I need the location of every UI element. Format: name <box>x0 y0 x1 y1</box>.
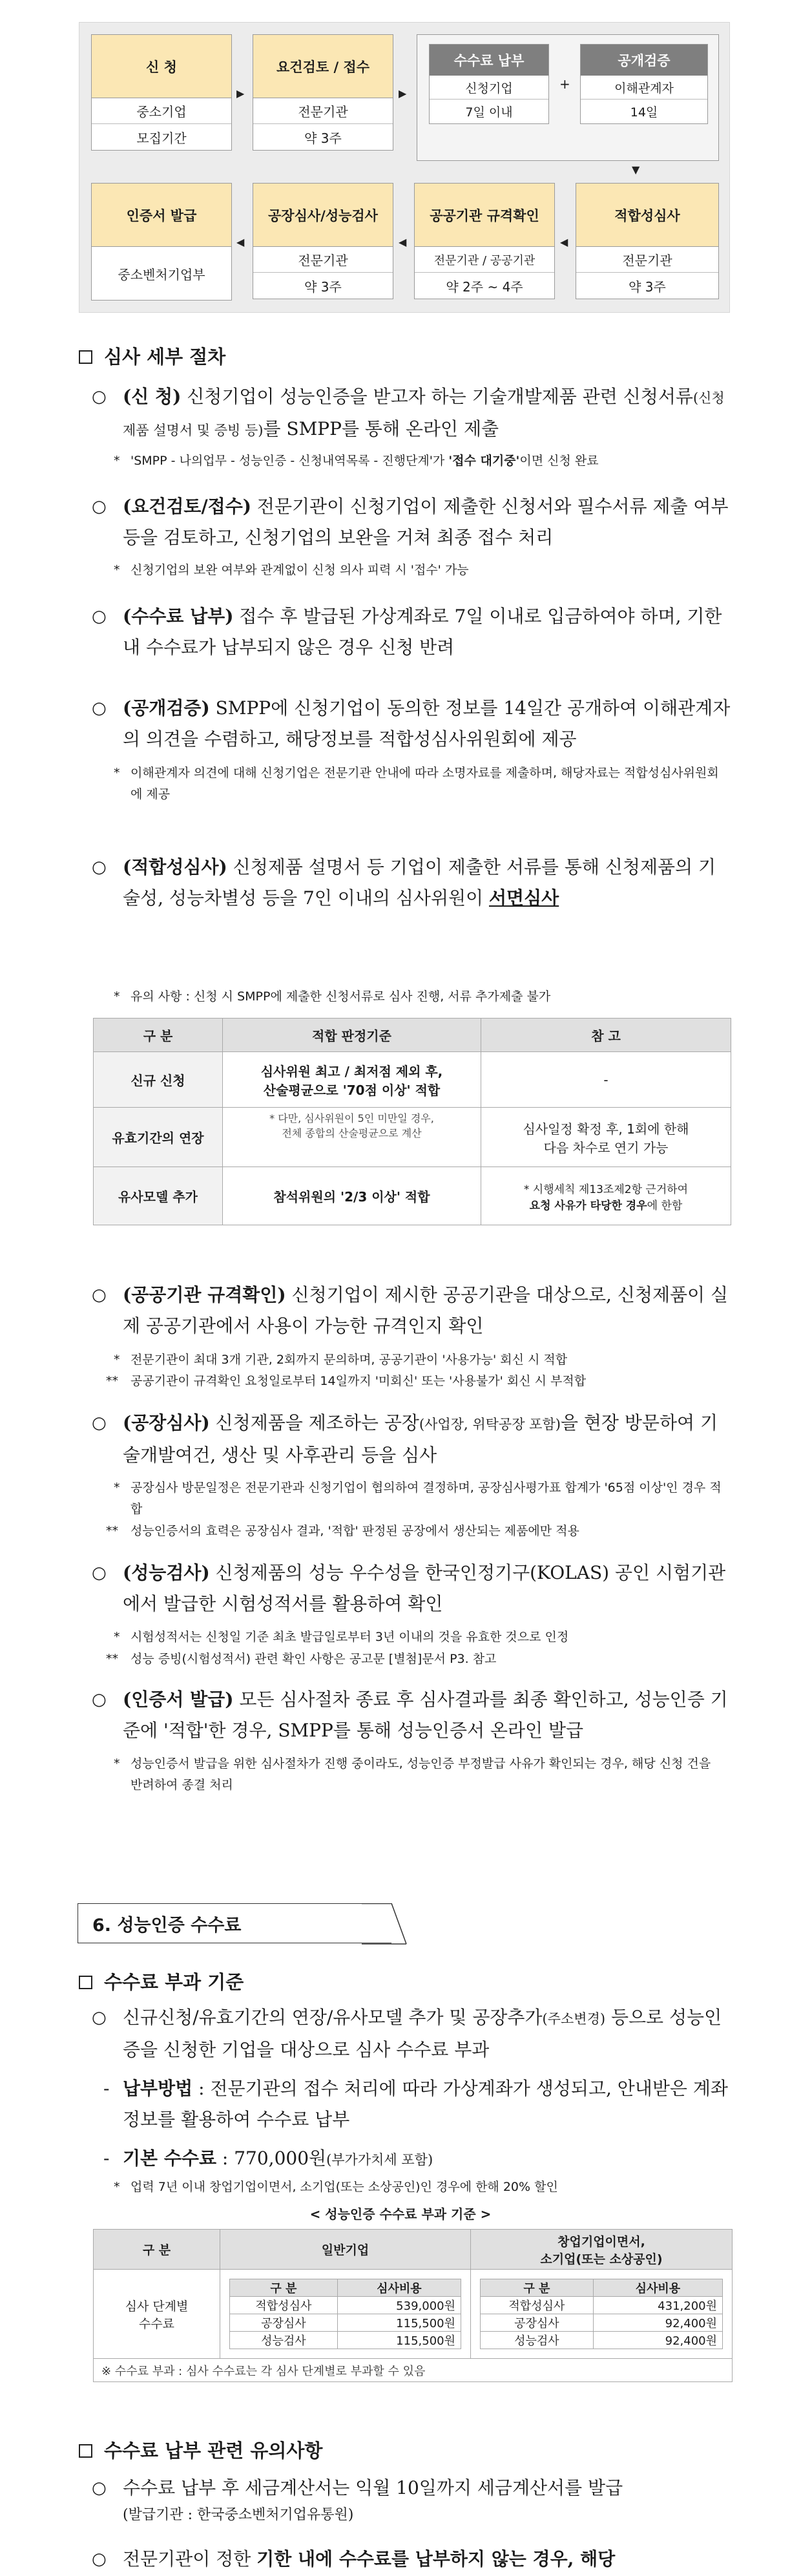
circle-bullet-icon: ○ <box>92 1563 107 1583</box>
cell-line: 심사위원 최고 / 최저점 제외 후, <box>260 1063 443 1079</box>
circle-bullet-icon: ○ <box>92 1690 107 1709</box>
note-bold: '접수 대기중' <box>448 454 520 468</box>
table-cell <box>481 1108 731 1167</box>
table-row <box>230 2314 461 2332</box>
step-suit <box>576 183 719 299</box>
note-performance-1 <box>114 1627 731 1648</box>
cell-line: 소기업(또는 소상공인) <box>540 2252 663 2266</box>
circle-bullet-icon: ○ <box>92 607 107 626</box>
cell-bold: 요청 사유가 타당한 경우 <box>529 1199 647 1212</box>
para-lead: (요건검토/접수) <box>123 496 252 517</box>
para-payment-method <box>103 2073 731 2135</box>
para-lead: (신 청) <box>123 386 182 407</box>
note-text: 시험성적서는 신청일 기준 최초 발급일로부터 3년 이내의 것을 유효한 것으로 인정 <box>130 1630 569 1644</box>
step-factory-who: 전문기관 <box>253 247 393 273</box>
note-factory-2 <box>106 1521 723 1542</box>
note-review <box>114 560 731 581</box>
step-review-title: 요건검토 / 접수 <box>253 35 393 98</box>
para-text: 를 SMPP를 통해 온라인 제출 <box>263 418 499 439</box>
checkbox-square-icon <box>79 350 92 364</box>
para-disclose <box>92 693 731 755</box>
step-suit-who: 전문기관 <box>576 247 718 273</box>
circle-bullet-icon: ○ <box>92 1285 107 1305</box>
note-apply <box>114 450 731 472</box>
para-text: : 770,000원 <box>216 2148 327 2169</box>
para-text: 을 현장 방문하여 기술개발여건, 생산 및 사후관리 등을 심사 <box>123 1412 718 1466</box>
para-review <box>92 491 731 553</box>
para-text: 전문기관이 정한 <box>123 2548 257 2570</box>
step-public-who: 전문기관 / 공공기관 <box>415 247 554 273</box>
note-text: 신청기업의 보완 여부와 관계없이 신청 의사 피력 시 '접수' 가능 <box>130 563 469 577</box>
para-lead: (인증서 발급) <box>123 1689 234 1710</box>
note-text: 업력 7년 이내 창업기업이면서, 소기업(또는 소상공인)인 경우에 한해 20% 할인 <box>130 2180 558 2194</box>
para-lead: (수수료 납부) <box>123 606 234 627</box>
para-text: 신규신청/유효기간의 연장/유사모델 추가 및 공장추가 <box>123 2007 543 2028</box>
para-deadline <box>92 2544 731 2575</box>
note-public-1 <box>114 1349 731 1371</box>
fee-stage: 공장심사 <box>481 2314 594 2332</box>
para-text: 모든 심사절차 종료 후 심사결과를 최종 확인하고, 성능인증 기준에 '적합'한 경우, SMPP를 통해 성능인증서 온라인 발급 <box>123 1689 728 1741</box>
plus-sign: + <box>559 76 570 92</box>
step-apply <box>91 34 232 151</box>
step-fee-who: 신청기업 <box>430 76 548 100</box>
section-heading-text: 심사 세부 절차 <box>104 346 226 368</box>
table-row <box>230 2297 461 2314</box>
para-suitability <box>92 852 731 914</box>
note-mark: * <box>114 454 120 468</box>
note-suitability <box>114 986 731 1008</box>
step-disclose-who: 이해관계자 <box>581 76 707 100</box>
step-suit-period: 약 3주 <box>629 279 666 295</box>
cell-line: 에 한함 <box>647 1199 683 1212</box>
table-header: 구 분 <box>94 1019 223 1052</box>
note-mark: ** <box>106 1374 118 1388</box>
para-lead: (성능검사) <box>123 1562 210 1583</box>
note-text: 공장심사 방문일정은 전문기관과 신청기업이 협의하여 결정하며, 공장심사평가표 합계가 '65점 이상'인 경우 적합 <box>130 1481 722 1516</box>
cell-line: 다음 차수로 연기 가능 <box>543 1139 669 1156</box>
step-fee-period: 7일 이내 <box>430 100 548 123</box>
table-header: 적합 판정기준 <box>223 1019 481 1052</box>
note-mark: * <box>114 989 120 1004</box>
table-cell: 유효기간의 연장 <box>94 1108 223 1167</box>
note-text: 이면 신청 완료 <box>519 454 599 468</box>
cell-line: 전체 종합의 산술평균으로 계산 <box>282 1127 422 1139</box>
inner-header: 구 분 <box>481 2279 594 2297</box>
note-discount <box>114 2177 731 2198</box>
table-cell: 참석위원의 '2/3 이상' 적합 <box>223 1167 481 1225</box>
circle-bullet-icon: ○ <box>92 699 107 718</box>
para-public <box>92 1280 731 1342</box>
para-fee <box>92 601 731 663</box>
process-flow-diagram <box>79 22 730 313</box>
step-public-period: 약 2주 ~ 4주 <box>446 279 523 295</box>
para-lead: (공개검증) <box>123 697 210 719</box>
table-cell <box>94 2270 220 2359</box>
para-text: 전문기관이 신청기업이 제출한 신청서와 필수서류 제출 여부 등을 검토하고, 신청기업의 보완을 거쳐 최종 접수 처리 <box>123 496 729 548</box>
para-text: 신청제품의 성능 우수성을 한국인정기구(KOLAS) 공인 시험기관에서 발급한 시험성적서를 활용하여 확인 <box>123 1562 726 1614</box>
note-mark: * <box>114 1353 120 1367</box>
table-cell <box>471 2270 733 2359</box>
note-text: 성능인증서 발급을 위한 심사절차가 진행 중이라도, 성능인증 부정발급 사유가 확인되는 경우, 해당 신청 건을 반려하여 종결 처리 <box>130 1757 711 1792</box>
note-text: 이해관계자 의견에 대해 신청기업은 전문기관 안내에 따라 소명자료를 제출하며, 해당자료는 적합성심사위원회에 제공 <box>130 766 719 801</box>
para-apply <box>92 381 731 446</box>
fee-amount: 92,400원 <box>593 2314 722 2332</box>
circle-bullet-icon: ○ <box>92 2550 107 2569</box>
para-small: (신청제품 설명서 및 증빙 등) <box>123 390 725 438</box>
circle-bullet-icon: ○ <box>92 1413 107 1433</box>
para-tax-invoice <box>92 2473 731 2527</box>
note-mark: ** <box>106 1652 118 1666</box>
note-text: 유의 사항 : 신청 시 SMPP에 제출한 신청서류로 심사 진행, 서류 추가제출 불가 <box>130 989 551 1004</box>
arrow-right-icon: ▶ <box>399 87 407 100</box>
dash-bullet: - <box>103 2078 110 2099</box>
para-sub: (발급기관 : 한국중소벤처기업유통원) <box>123 2507 354 2523</box>
table-header: 일반기업 <box>220 2230 471 2270</box>
circle-bullet-icon: ○ <box>92 2478 107 2498</box>
judgement-criteria-table <box>93 1018 731 1225</box>
note-mark: * <box>114 1481 120 1495</box>
fee-table <box>93 2229 733 2382</box>
note-text: 성능인증서의 효력은 공장심사 결과, '적합' 판정된 공장에서 생산되는 제품에만 적용 <box>130 1524 579 1538</box>
section-title-corner <box>362 1903 407 1945</box>
step-factory-title: 공장심사/성능검사 <box>253 184 393 247</box>
fee-table-caption: < 성능인증 수수료 부과 기준 > <box>309 2206 492 2222</box>
note-mark: * <box>114 1757 120 1771</box>
step-apply-who: 중소기업 <box>92 98 231 124</box>
para-text: 수수료 납부 후 세금계산서는 익월 10일까지 세금계산서를 발급 <box>123 2477 623 2498</box>
table-row <box>481 2332 723 2349</box>
section-heading-fee-notice <box>79 2436 322 2463</box>
fee-stage: 적합성심사 <box>230 2297 338 2314</box>
step-disclose-title: 공개검증 <box>581 45 707 76</box>
para-text: 신청제품 설명서 등 기업이 제출한 서류를 통해 신청제품의 기술성, 성능차별성 등을 7인 이내의 심사위원이 <box>123 856 716 909</box>
table-cell: 유사모델 추가 <box>94 1167 223 1225</box>
para-text: 신청제품을 제조하는 공장 <box>209 1412 419 1433</box>
step-apply-period: 모집기간 <box>136 130 187 146</box>
table-cell: - <box>481 1052 731 1108</box>
startup-fee-table <box>480 2279 723 2349</box>
circle-bullet-icon: ○ <box>92 497 107 516</box>
fee-disclose-group <box>417 34 719 161</box>
para-factory <box>92 1408 731 1471</box>
fee-amount: 431,200원 <box>593 2297 722 2314</box>
fee-stage: 공장심사 <box>230 2314 338 2332</box>
arrow-left-icon: ◀ <box>560 236 568 248</box>
step-fee-title: 수수료 납부 <box>430 45 548 76</box>
step-cert <box>91 183 232 301</box>
table-row <box>481 2297 723 2314</box>
section-heading-text: 수수료 부과 기준 <box>104 1971 244 1993</box>
para-text: SMPP에 신청기업이 동의한 정보를 14일간 공개하여 이해관계자의 의견을 수렴하고, 해당정보를 적합성심사위원회에 제공 <box>123 697 731 750</box>
fee-stage: 적합성심사 <box>481 2297 594 2314</box>
step-review <box>253 34 393 151</box>
note-mark: * <box>114 766 120 780</box>
cell-line: 심사 단계별 <box>125 2299 189 2314</box>
fee-amount: 92,400원 <box>593 2332 722 2349</box>
para-text: 신청기업이 제시한 공공기관을 대상으로, 신청제품이 실제 공공기관에서 사용이 가능한 규격인지 확인 <box>123 1284 729 1336</box>
section-6-title: 6. 성능인증 수수료 <box>78 1903 391 1943</box>
cell-line: 창업기업이면서, <box>557 2234 645 2249</box>
step-fee <box>429 44 549 124</box>
para-small: (부가가치세 포함) <box>326 2152 433 2168</box>
step-apply-title: 신 청 <box>92 35 231 98</box>
note-mark: * <box>114 2180 120 2194</box>
para-lead: (공장심사) <box>123 1412 210 1433</box>
step-factory <box>253 183 393 299</box>
arrow-left-icon: ◀ <box>399 236 407 248</box>
step-disclose-period: 14일 <box>581 100 707 123</box>
para-underline: 서면심사 <box>488 887 559 909</box>
table-row <box>481 2314 723 2332</box>
step-public <box>414 183 555 299</box>
arrow-down-icon: ▼ <box>632 164 640 176</box>
step-cert-title: 인증서 발급 <box>92 184 231 247</box>
table-footnote: ※ 수수료 부과 : 심사 수수료는 각 심사 단계별로 부과할 수 있음 <box>94 2359 733 2382</box>
general-fee-table <box>229 2279 461 2349</box>
note-text: 성능 증빙(시험성적서) 관련 확인 사항은 공고문 [별첨]문서 P3. 참고 <box>130 1652 497 1666</box>
para-lead: 납부방법 <box>123 2078 193 2099</box>
para-text: 등으로 성능인증을 신청한 기업을 대상으로 심사 수수료 부과 <box>123 2007 722 2060</box>
inner-header: 구 분 <box>230 2279 338 2297</box>
circle-bullet-icon: ○ <box>92 858 107 877</box>
para-certificate <box>92 1684 731 1746</box>
section-heading-fee-basis <box>79 1968 244 1994</box>
checkbox-square-icon <box>79 1976 92 1989</box>
para-lead: (공공기관 규격확인) <box>123 1284 286 1305</box>
step-public-title: 공공기관 규격확인 <box>415 184 554 247</box>
fee-stage: 성능검사 <box>481 2332 594 2349</box>
note-mark: ** <box>106 1524 118 1538</box>
table-header <box>471 2230 733 2270</box>
note-text: 'SMPP - 나의업무 - 성능인증 - 신청내역목록 - 진행단계'가 <box>130 454 449 468</box>
section-heading-text: 수수료 납부 관련 유의사항 <box>104 2440 323 2462</box>
cell-line: 수수료 <box>138 2316 175 2331</box>
note-mark: * <box>114 1630 120 1644</box>
cell-line: 산술평균으로 '70점 이상' 적합 <box>263 1082 441 1098</box>
table-cell <box>223 1052 481 1108</box>
table-header: 구 분 <box>94 2230 220 2270</box>
fee-stage: 성능검사 <box>230 2332 338 2349</box>
cell-line: * 시행세칙 제13조제2항 근거하여 <box>523 1183 689 1196</box>
para-fee-target <box>92 2002 731 2065</box>
arrow-right-icon: ▶ <box>236 87 245 100</box>
table-cell: 신규 신청 <box>94 1052 223 1108</box>
note-text: 공공기관이 규격확인 요청일로부터 14일까지 '미회신' 또는 '사용불가' 회신 시 부적합 <box>130 1374 587 1388</box>
note-public-2 <box>106 1371 723 1392</box>
para-text: 접수 후 발급된 가상계좌로 7일 이내로 입금하여야 하며, 기한 내 수수료가 납부되지 않은 경우 신청 반려 <box>123 606 722 658</box>
fee-amount: 539,000원 <box>337 2297 461 2314</box>
step-suit-title: 적합성심사 <box>576 184 718 247</box>
step-factory-period: 약 3주 <box>304 279 342 295</box>
table-cell <box>220 2270 471 2359</box>
para-performance <box>92 1557 731 1620</box>
note-disclose <box>114 763 731 805</box>
para-lead: 기본 수수료 <box>123 2148 216 2169</box>
note-mark: * <box>114 563 120 577</box>
note-performance-2 <box>106 1649 723 1670</box>
cell-line: 심사일정 확정 후, 1회에 한해 <box>523 1121 689 1137</box>
arrow-left-icon: ◀ <box>236 236 245 248</box>
table-header: 참 고 <box>481 1019 731 1052</box>
para-small: (주소변경) <box>542 2011 606 2027</box>
fee-amount: 115,500원 <box>337 2314 461 2332</box>
note-factory-1 <box>114 1477 731 1520</box>
para-base-fee <box>103 2143 731 2175</box>
para-text: 신청기업이 성능인증을 받고자 하는 기술개발제품 관련 신청서류 <box>181 386 693 407</box>
cell-line: * 다만, 심사위원이 5인 미만일 경우, <box>269 1112 434 1124</box>
table-cell <box>481 1167 731 1225</box>
step-disclose <box>580 44 708 124</box>
circle-bullet-icon: ○ <box>92 387 107 406</box>
section-heading-review <box>79 343 225 369</box>
para-bold: 기한 내에 수수료를 납부하지 않는 경우, 해당 <box>256 2548 616 2570</box>
checkbox-square-icon <box>79 2444 92 2458</box>
dash-bullet: - <box>103 2148 110 2169</box>
fee-amount: 115,500원 <box>337 2332 461 2349</box>
note-text: 전문기관이 최대 3개 기관, 2회까지 문의하며, 공공기관이 '사용가능' 회신 시 적합 <box>130 1353 568 1367</box>
step-review-period: 약 3주 <box>304 130 342 146</box>
table-cell <box>223 1108 481 1167</box>
step-cert-who: 중소벤처기업부 <box>118 266 205 282</box>
para-text: : 전문기관의 접수 처리에 따라 가상계좌가 생성되고, 안내받은 계좌정보를 활용하여 수수료 납부 <box>123 2078 728 2130</box>
circle-bullet-icon: ○ <box>92 2008 107 2027</box>
inner-header: 심사비용 <box>337 2279 461 2297</box>
table-row <box>230 2332 461 2349</box>
para-lead: (적합성심사) <box>123 856 227 878</box>
note-certificate <box>114 1753 731 1796</box>
para-small: (사업장, 위탁공장 포함) <box>419 1417 561 1432</box>
inner-header: 심사비용 <box>593 2279 722 2297</box>
step-review-who: 전문기관 <box>253 98 393 124</box>
